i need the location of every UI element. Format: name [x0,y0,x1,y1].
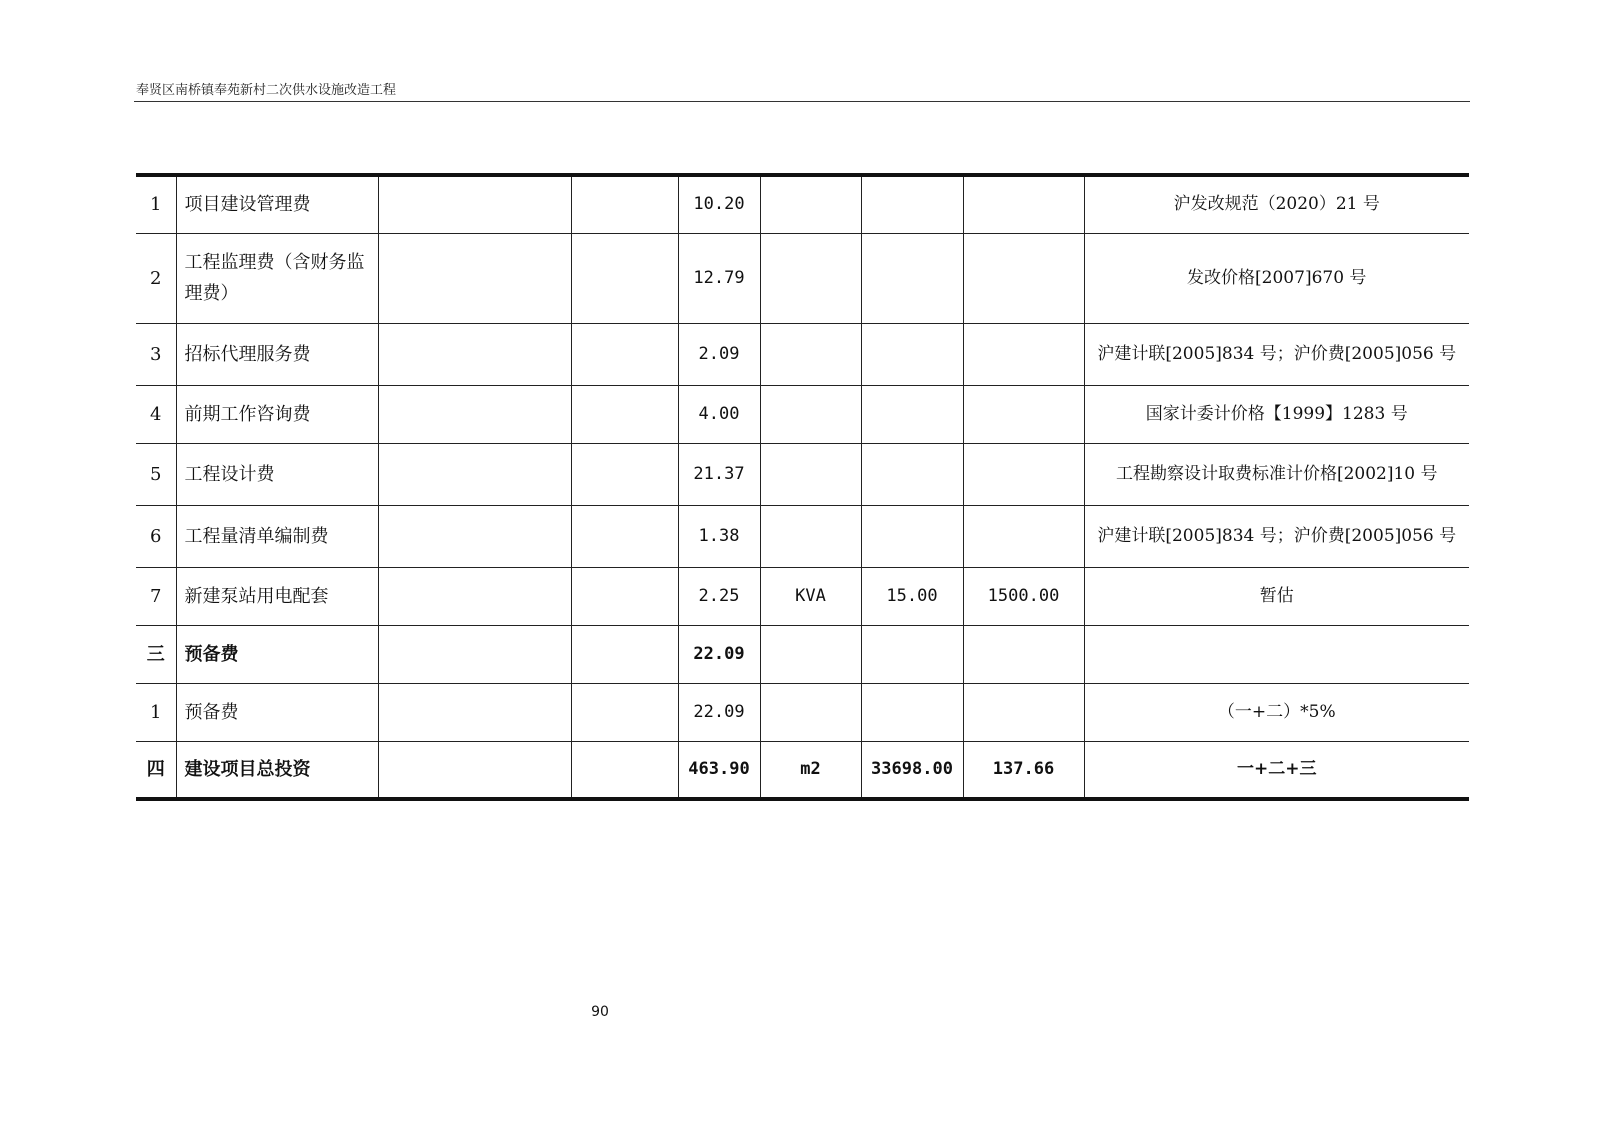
quantity-cell [861,625,963,683]
item-name: 项目建设管理费 [176,175,378,233]
blank-cell [571,233,678,323]
amount-cell: 22.09 [678,683,760,741]
blank-cell [571,683,678,741]
amount-cell: 10.20 [678,175,760,233]
unit-cell [760,323,861,385]
unit-cell [760,175,861,233]
row-number: 1 [150,194,162,216]
table-row [136,443,1469,505]
blank-cell [378,233,571,323]
table-row [136,741,1469,799]
row-number: 1 [136,683,176,741]
basis-cell: （一+二）*5% [1084,683,1469,741]
unit-price-cell [963,443,1084,505]
cost-table-body [136,175,1469,799]
unit-price-cell: 1500.00 [963,567,1084,625]
blank-cell [378,567,571,625]
unit-price-cell [963,625,1084,683]
unit-cell: m2 [760,741,861,799]
blank-cell [571,443,678,505]
amount-cell: 1.38 [678,505,760,567]
quantity-cell: 33698.00 [861,741,963,799]
table-row [136,567,1469,625]
blank-cell [571,625,678,683]
item-name: 工程设计费 [176,443,378,505]
unit-cell: KVA [760,567,861,625]
unit-price-cell [963,385,1084,443]
amount-cell: 12.79 [678,233,760,323]
page-number: 90 [591,1004,609,1020]
item-name: 工程监理费（含财务监理费） [176,233,378,323]
amount-cell: 22.09 [678,625,760,683]
header-divider [134,101,1470,102]
table-row [136,625,1469,683]
blank-cell [571,175,678,233]
blank-cell [571,741,678,799]
unit-price-cell [963,683,1084,741]
blank-cell [571,505,678,567]
blank-cell [571,567,678,625]
table-row [136,175,1469,233]
blank-cell [378,625,571,683]
item-name: 工程量清单编制费 [176,505,378,567]
row-number: 4 [136,385,176,443]
item-name: 前期工作咨询费 [176,385,378,443]
unit-price-cell [963,233,1084,323]
quantity-cell [861,233,963,323]
basis-cell [1084,625,1469,683]
basis-cell: 工程勘察设计取费标准计价格[2002]10 号 [1084,443,1469,505]
unit-cell [760,625,861,683]
quantity-cell [861,385,963,443]
blank-cell [378,741,571,799]
blank-cell [378,683,571,741]
amount-cell: 2.25 [678,567,760,625]
row-number: 2 [136,233,176,323]
unit-cell [760,443,861,505]
blank-cell [378,175,571,233]
basis-cell: 沪发改规范（2020）21 号 [1084,175,1469,233]
row-number: 四 [136,741,176,799]
cost-estimate-table [136,173,1469,801]
blank-cell [378,385,571,443]
basis-cell: 一+二+三 [1084,741,1469,799]
amount-cell: 4.00 [678,385,760,443]
row-number: 5 [136,443,176,505]
amount-cell: 21.37 [678,443,760,505]
basis-cell: 发改价格[2007]670 号 [1084,233,1469,323]
table-row [136,505,1469,567]
basis-cell: 暂估 [1084,567,1469,625]
unit-price-cell [963,175,1084,233]
unit-cell [760,505,861,567]
table-row [136,683,1469,741]
blank-cell [378,443,571,505]
item-name: 建设项目总投资 [176,741,378,799]
unit-cell [760,233,861,323]
basis-cell: 沪建计联[2005]834 号；沪价费[2005]056 号 [1084,505,1469,567]
item-name: 预备费 [176,625,378,683]
basis-cell: 国家计委计价格【1999】1283 号 [1084,385,1469,443]
row-number: 三 [136,625,176,683]
unit-cell [760,683,861,741]
quantity-cell [861,505,963,567]
blank-cell [571,323,678,385]
unit-cell [760,385,861,443]
blank-cell [378,323,571,385]
unit-price-cell [963,505,1084,567]
table-row [136,385,1469,443]
quantity-cell: 15.00 [861,567,963,625]
unit-price-cell: 137.66 [963,741,1084,799]
quantity-cell [861,683,963,741]
row-number: 7 [136,567,176,625]
row-number: 6 [136,505,176,567]
quantity-cell [861,323,963,385]
unit-price-cell [963,323,1084,385]
item-name: 新建泵站用电配套 [176,567,378,625]
blank-cell [571,385,678,443]
table-row [136,233,1469,323]
quantity-cell [861,443,963,505]
row-number: 3 [136,323,176,385]
item-name: 招标代理服务费 [176,323,378,385]
blank-cell [378,505,571,567]
basis-cell: 沪建计联[2005]834 号；沪价费[2005]056 号 [1084,323,1469,385]
amount-cell: 463.90 [678,741,760,799]
document-header-title: 奉贤区南桥镇奉苑新村二次供水设施改造工程 [136,83,397,98]
item-name: 预备费 [176,683,378,741]
amount-cell: 2.09 [678,323,760,385]
quantity-cell [861,175,963,233]
table-row [136,323,1469,385]
